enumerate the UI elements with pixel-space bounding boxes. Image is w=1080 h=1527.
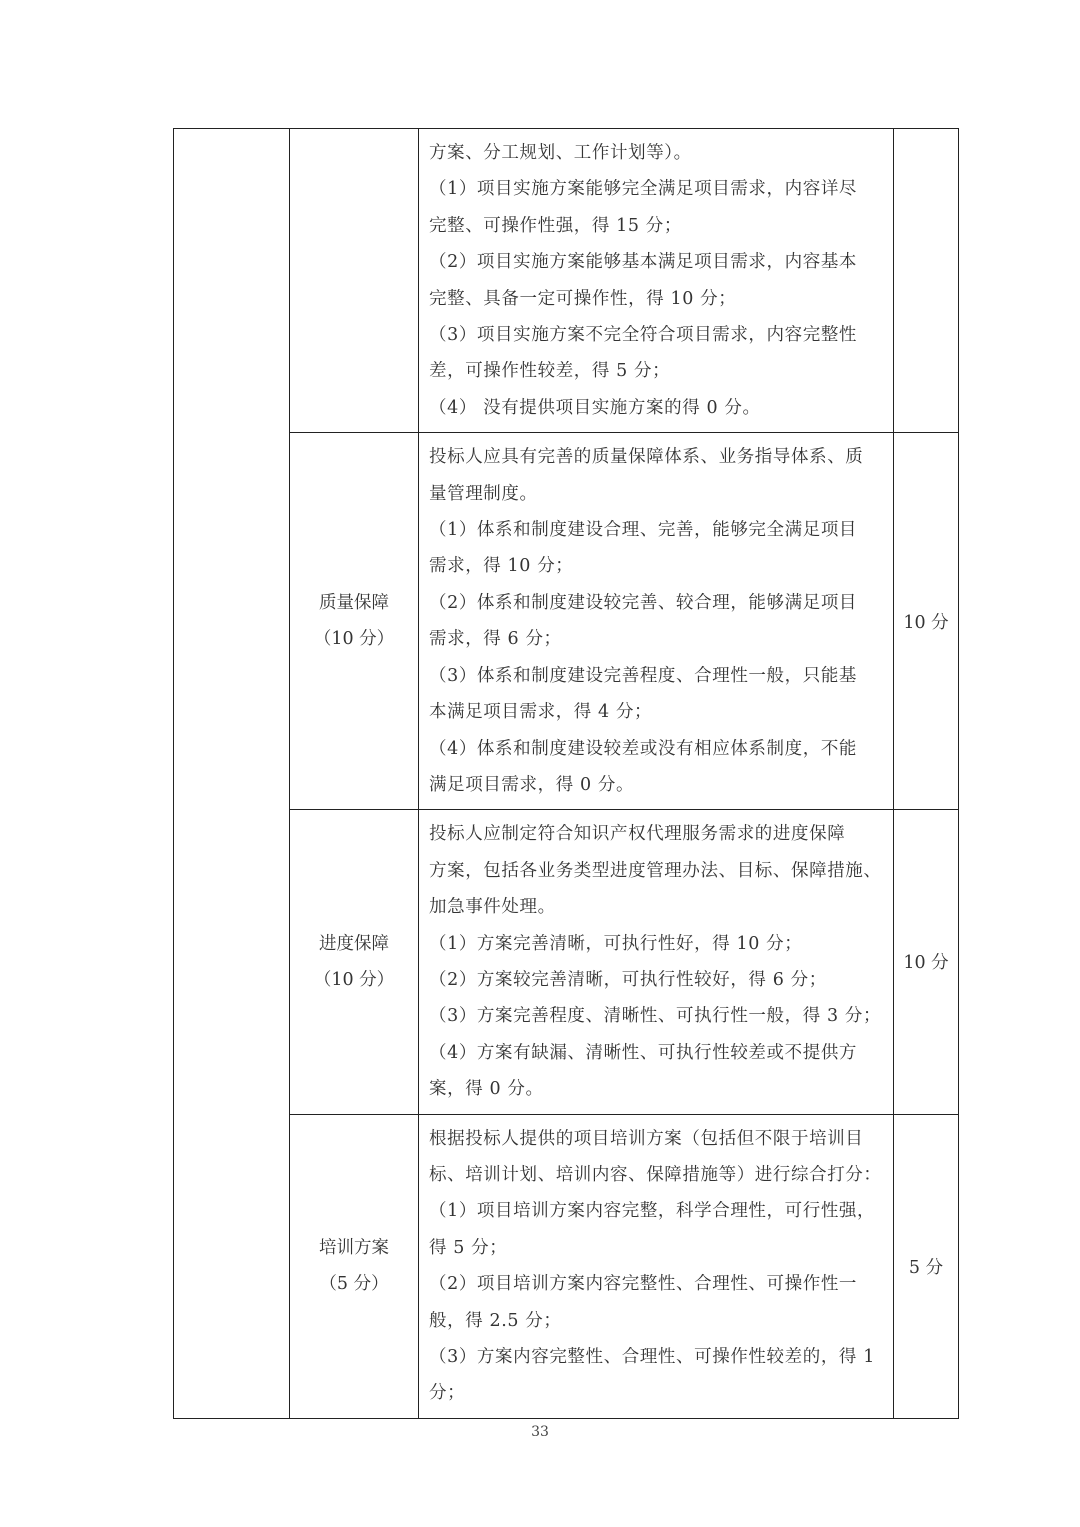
table-row: [174, 810, 959, 1114]
points-cell: 10 分: [894, 433, 959, 810]
criteria-cell: [419, 810, 894, 1114]
item-name: 质量保障: [319, 593, 389, 614]
criteria-cell: [419, 1114, 894, 1418]
item-score: （5 分）: [319, 1274, 389, 1295]
criteria-line: （3）方案内容完整性、合理性、可操作性较差的，得 1: [429, 1347, 875, 1367]
item-cell: [290, 810, 419, 1114]
criteria-line: （3）项目实施方案不完全符合项目需求，内容完整性: [429, 325, 858, 346]
item-name: 进度保障: [319, 933, 389, 954]
criteria-line: （3）体系和制度建设完善程度、合理性一般，只能基: [429, 665, 858, 686]
item-cell: [290, 433, 419, 810]
criteria-line: 本满足项目需求，得 4 分；: [429, 702, 653, 723]
criteria-line: 加急事件处理。: [429, 897, 556, 918]
table-row: [174, 1114, 959, 1418]
criteria-line: 满足项目需求，得 0 分。: [429, 774, 635, 795]
criteria-line: 案，得 0 分。: [429, 1079, 544, 1100]
points-cell: 5 分: [894, 1114, 959, 1418]
criteria-line: （1）体系和制度建设合理、完善，能够完全满足项目: [429, 520, 858, 541]
criteria-line: 投标人应制定符合知识产权代理服务需求的进度保障: [429, 824, 846, 845]
criteria-line: 方案，包括各业务类型进度管理办法、目标、保障措施、: [429, 860, 882, 881]
page-number: 33: [531, 1424, 549, 1440]
criteria-line: （1）方案完善清晰，可执行性好，得 10 分；: [429, 933, 803, 954]
criteria-line: 根据投标人提供的项目培训方案（包括但不限于培训目: [429, 1128, 864, 1149]
criteria-line: （2）项目实施方案能够基本满足项目需求，内容基本: [429, 252, 858, 273]
table-row: [174, 129, 959, 433]
scoring-table: [173, 128, 959, 1419]
criteria-cell: [419, 129, 894, 433]
criteria-line: 分；: [429, 1383, 466, 1404]
criteria-line: （2）项目培训方案内容完整性、合理性、可操作性一: [429, 1274, 858, 1295]
criteria-line: 得 5 分；: [429, 1237, 508, 1258]
item-cell: [290, 129, 419, 433]
item-cell: [290, 1114, 419, 1418]
criteria-line: 标、培训计划、培训内容、保障措施等）进行综合打分：: [429, 1164, 882, 1185]
item-name: 培训方案: [319, 1238, 389, 1259]
table-row: [174, 433, 959, 810]
points-cell: 10 分: [894, 810, 959, 1114]
criteria-line: （4） 没有提供项目实施方案的得 0 分。: [429, 397, 761, 418]
criteria-line: （1）项目培训方案内容完整，科学合理性，可行性强，: [429, 1201, 876, 1222]
criteria-line: 需求，得 6 分；: [429, 629, 562, 650]
criteria-line: （2）方案较完善清晰，可执行性较好，得 6 分；: [429, 969, 827, 990]
criteria-line: 方案、分工规划、工作计划等）。: [429, 143, 692, 163]
criteria-line: 完整、具备一定可操作性，得 10 分；: [429, 288, 737, 309]
criteria-line: 般，得 2.5 分；: [429, 1310, 562, 1331]
points-cell: [894, 129, 959, 433]
criteria-cell: [419, 433, 894, 810]
item-score: （10 分）: [313, 969, 395, 990]
criteria-line: 量管理制度。: [429, 483, 538, 504]
criteria-line: （2）体系和制度建设较完善、较合理，能够满足项目: [429, 592, 858, 613]
criteria-line: 投标人应具有完善的质量保障体系、业务指导体系、质: [429, 447, 864, 468]
criteria-line: （1）项目实施方案能够完全满足项目需求，内容详尽: [429, 179, 858, 200]
criteria-line: 需求，得 10 分；: [429, 556, 574, 577]
criteria-line: （4）方案有缺漏、清晰性、可执行性较差或不提供方: [429, 1042, 858, 1063]
item-score: （10 分）: [313, 629, 395, 650]
criteria-line: 差，可操作性较差，得 5 分；: [429, 361, 671, 382]
criteria-line: （3）方案完善程度、清晰性、可执行性一般，得 3 分；: [429, 1006, 882, 1027]
criteria-line: （4）体系和制度建设较差或没有相应体系制度，不能: [429, 738, 858, 759]
category-cell: [174, 129, 290, 1419]
criteria-line: 完整、可操作性强，得 15 分；: [429, 215, 682, 236]
